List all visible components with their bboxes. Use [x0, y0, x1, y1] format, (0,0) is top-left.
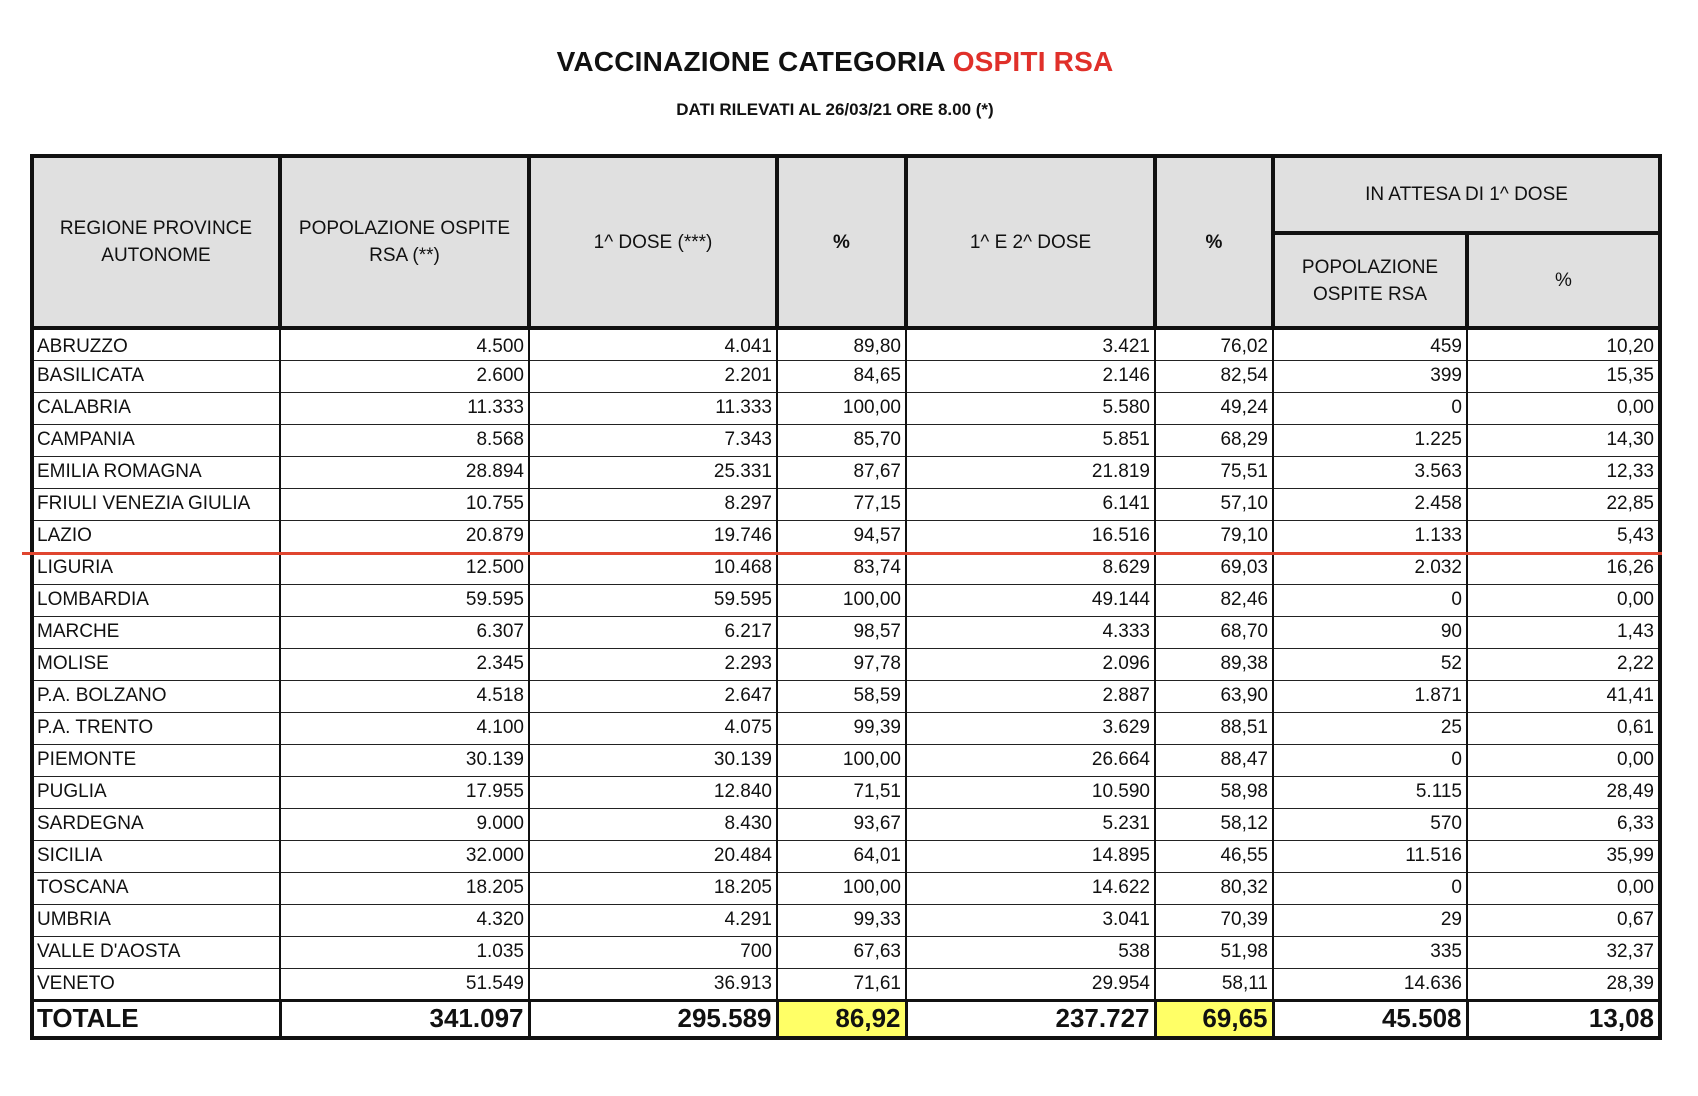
region-name-cell: UMBRIA	[32, 904, 280, 936]
value-cell: 22,85	[1467, 488, 1660, 520]
value-cell: 3.041	[906, 904, 1155, 936]
value-cell: 90	[1273, 616, 1467, 648]
value-cell: 459	[1273, 328, 1467, 360]
header-dose1: 1^ DOSE (***)	[529, 156, 777, 328]
value-cell: 10.590	[906, 776, 1155, 808]
value-cell: 2,22	[1467, 648, 1660, 680]
table-row	[32, 712, 1660, 744]
value-cell: 18.205	[280, 872, 529, 904]
annotation-line	[22, 552, 1662, 555]
header-popolazione: POPOLAZIONE OSPITE RSA (**)	[280, 156, 529, 328]
region-name-cell: P.A. BOLZANO	[32, 680, 280, 712]
value-cell: 58,12	[1155, 808, 1273, 840]
region-name-cell: CAMPANIA	[32, 424, 280, 456]
value-cell: 71,51	[777, 776, 906, 808]
value-cell: 89,38	[1155, 648, 1273, 680]
value-cell: 2.345	[280, 648, 529, 680]
value-cell: 77,15	[777, 488, 906, 520]
table-row	[32, 968, 1660, 1000]
table-row	[32, 520, 1660, 552]
value-cell: 98,57	[777, 616, 906, 648]
value-cell: 11.516	[1273, 840, 1467, 872]
value-cell: 59.595	[529, 584, 777, 616]
total-cell: 45.508	[1273, 1000, 1467, 1038]
value-cell: 6.141	[906, 488, 1155, 520]
value-cell: 76,02	[1155, 328, 1273, 360]
region-name-cell: FRIULI VENEZIA GIULIA	[32, 488, 280, 520]
value-cell: 29.954	[906, 968, 1155, 1000]
header-pct1: %	[777, 156, 906, 328]
value-cell: 2.146	[906, 360, 1155, 392]
value-cell: 5.231	[906, 808, 1155, 840]
value-cell: 100,00	[777, 392, 906, 424]
value-cell: 5.580	[906, 392, 1155, 424]
value-cell: 0,61	[1467, 712, 1660, 744]
value-cell: 399	[1273, 360, 1467, 392]
total-cell: 13,08	[1467, 1000, 1660, 1038]
table-row	[32, 744, 1660, 776]
value-cell: 16.516	[906, 520, 1155, 552]
value-cell: 700	[529, 936, 777, 968]
value-cell: 4.333	[906, 616, 1155, 648]
header-pct2: %	[1155, 156, 1273, 328]
value-cell: 26.664	[906, 744, 1155, 776]
value-cell: 12,33	[1467, 456, 1660, 488]
value-cell: 51,98	[1155, 936, 1273, 968]
value-cell: 49,24	[1155, 392, 1273, 424]
total-cell-highlight: 86,92	[777, 1000, 906, 1038]
table-row	[32, 808, 1660, 840]
table-row	[32, 776, 1660, 808]
value-cell: 5.851	[906, 424, 1155, 456]
value-cell: 17.955	[280, 776, 529, 808]
region-name-cell: LAZIO	[32, 520, 280, 552]
value-cell: 89,80	[777, 328, 906, 360]
value-cell: 25.331	[529, 456, 777, 488]
value-cell: 94,57	[777, 520, 906, 552]
value-cell: 85,70	[777, 424, 906, 456]
table-row	[32, 840, 1660, 872]
table-row	[32, 488, 1660, 520]
value-cell: 30.139	[529, 744, 777, 776]
value-cell: 14.895	[906, 840, 1155, 872]
table-row	[32, 680, 1660, 712]
region-name-cell: PUGLIA	[32, 776, 280, 808]
value-cell: 28,49	[1467, 776, 1660, 808]
header-regione: REGIONE PROVINCE AUTONOME	[32, 156, 280, 328]
value-cell: 1.035	[280, 936, 529, 968]
value-cell: 35,99	[1467, 840, 1660, 872]
region-name-cell: VALLE D'AOSTA	[32, 936, 280, 968]
value-cell: 58,11	[1155, 968, 1273, 1000]
value-cell: 3.563	[1273, 456, 1467, 488]
value-cell: 1.225	[1273, 424, 1467, 456]
region-name-cell: PIEMONTE	[32, 744, 280, 776]
total-cell-highlight: 69,65	[1155, 1000, 1273, 1038]
value-cell: 10,20	[1467, 328, 1660, 360]
value-cell: 99,39	[777, 712, 906, 744]
value-cell: 99,33	[777, 904, 906, 936]
value-cell: 4.518	[280, 680, 529, 712]
value-cell: 8.297	[529, 488, 777, 520]
region-name-cell: BASILICATA	[32, 360, 280, 392]
table-row	[32, 584, 1660, 616]
title-main: VACCINAZIONE CATEGORIA	[556, 46, 945, 77]
header-attesa: IN ATTESA DI 1^ DOSE	[1273, 156, 1660, 233]
value-cell: 2.600	[280, 360, 529, 392]
total-cell: TOTALE	[32, 1000, 280, 1038]
value-cell: 100,00	[777, 584, 906, 616]
value-cell: 5,43	[1467, 520, 1660, 552]
header-attesa-pop: POPOLAZIONE OSPITE RSA	[1273, 233, 1467, 328]
value-cell: 14.622	[906, 872, 1155, 904]
value-cell: 2.201	[529, 360, 777, 392]
value-cell: 4.291	[529, 904, 777, 936]
table-row	[32, 552, 1660, 584]
value-cell: 32.000	[280, 840, 529, 872]
value-cell: 36.913	[529, 968, 777, 1000]
value-cell: 88,51	[1155, 712, 1273, 744]
table-row	[32, 872, 1660, 904]
value-cell: 2.647	[529, 680, 777, 712]
region-name-cell: EMILIA ROMAGNA	[32, 456, 280, 488]
value-cell: 7.343	[529, 424, 777, 456]
value-cell: 0,67	[1467, 904, 1660, 936]
value-cell: 14.636	[1273, 968, 1467, 1000]
value-cell: 57,10	[1155, 488, 1273, 520]
vaccination-table	[30, 154, 1662, 1040]
value-cell: 84,65	[777, 360, 906, 392]
value-cell: 93,67	[777, 808, 906, 840]
value-cell: 5.115	[1273, 776, 1467, 808]
value-cell: 21.819	[906, 456, 1155, 488]
value-cell: 59.595	[280, 584, 529, 616]
value-cell: 4.075	[529, 712, 777, 744]
value-cell: 0,00	[1467, 584, 1660, 616]
table-body	[32, 328, 1660, 1000]
value-cell: 29	[1273, 904, 1467, 936]
value-cell: 83,74	[777, 552, 906, 584]
value-cell: 14,30	[1467, 424, 1660, 456]
region-name-cell: LIGURIA	[32, 552, 280, 584]
table-row	[32, 616, 1660, 648]
value-cell: 10.468	[529, 552, 777, 584]
value-cell: 335	[1273, 936, 1467, 968]
value-cell: 12.840	[529, 776, 777, 808]
table-row	[32, 456, 1660, 488]
value-cell: 80,32	[1155, 872, 1273, 904]
table-row	[32, 392, 1660, 424]
region-name-cell: SARDEGNA	[32, 808, 280, 840]
table-row	[32, 904, 1660, 936]
value-cell: 28.894	[280, 456, 529, 488]
table-row	[32, 424, 1660, 456]
value-cell: 30.139	[280, 744, 529, 776]
value-cell: 1.133	[1273, 520, 1467, 552]
value-cell: 19.746	[529, 520, 777, 552]
value-cell: 63,90	[1155, 680, 1273, 712]
value-cell: 12.500	[280, 552, 529, 584]
value-cell: 58,98	[1155, 776, 1273, 808]
value-cell: 82,46	[1155, 584, 1273, 616]
value-cell: 68,70	[1155, 616, 1273, 648]
value-cell: 15,35	[1467, 360, 1660, 392]
table-row	[32, 328, 1660, 360]
value-cell: 0	[1273, 392, 1467, 424]
value-cell: 3.629	[906, 712, 1155, 744]
value-cell: 51.549	[280, 968, 529, 1000]
header-dose12: 1^ E 2^ DOSE	[906, 156, 1155, 328]
value-cell: 8.629	[906, 552, 1155, 584]
value-cell: 4.100	[280, 712, 529, 744]
value-cell: 538	[906, 936, 1155, 968]
value-cell: 100,00	[777, 872, 906, 904]
value-cell: 68,29	[1155, 424, 1273, 456]
value-cell: 79,10	[1155, 520, 1273, 552]
value-cell: 82,54	[1155, 360, 1273, 392]
value-cell: 2.032	[1273, 552, 1467, 584]
value-cell: 71,61	[777, 968, 906, 1000]
value-cell: 0,00	[1467, 872, 1660, 904]
value-cell: 11.333	[280, 392, 529, 424]
value-cell: 8.430	[529, 808, 777, 840]
value-cell: 0	[1273, 584, 1467, 616]
value-cell: 0	[1273, 872, 1467, 904]
value-cell: 70,39	[1155, 904, 1273, 936]
table-row	[32, 360, 1660, 392]
region-name-cell: MARCHE	[32, 616, 280, 648]
value-cell: 2.293	[529, 648, 777, 680]
region-name-cell: MOLISE	[32, 648, 280, 680]
region-name-cell: CALABRIA	[32, 392, 280, 424]
value-cell: 16,26	[1467, 552, 1660, 584]
value-cell: 6.307	[280, 616, 529, 648]
value-cell: 46,55	[1155, 840, 1273, 872]
value-cell: 0,00	[1467, 392, 1660, 424]
value-cell: 20.484	[529, 840, 777, 872]
value-cell: 2.458	[1273, 488, 1467, 520]
value-cell: 4.041	[529, 328, 777, 360]
total-cell: 341.097	[280, 1000, 529, 1038]
value-cell: 52	[1273, 648, 1467, 680]
value-cell: 75,51	[1155, 456, 1273, 488]
region-name-cell: VENETO	[32, 968, 280, 1000]
value-cell: 64,01	[777, 840, 906, 872]
value-cell: 41,41	[1467, 680, 1660, 712]
value-cell: 18.205	[529, 872, 777, 904]
value-cell: 11.333	[529, 392, 777, 424]
value-cell: 28,39	[1467, 968, 1660, 1000]
value-cell: 25	[1273, 712, 1467, 744]
region-name-cell: TOSCANA	[32, 872, 280, 904]
table-row	[32, 648, 1660, 680]
value-cell: 4.320	[280, 904, 529, 936]
value-cell: 87,67	[777, 456, 906, 488]
value-cell: 1,43	[1467, 616, 1660, 648]
title-accent: OSPITI RSA	[952, 46, 1114, 77]
total-cell: 295.589	[529, 1000, 777, 1038]
value-cell: 49.144	[906, 584, 1155, 616]
total-cell: 237.727	[906, 1000, 1155, 1038]
table-row	[32, 936, 1660, 968]
value-cell: 58,59	[777, 680, 906, 712]
value-cell: 67,63	[777, 936, 906, 968]
value-cell: 10.755	[280, 488, 529, 520]
value-cell: 1.871	[1273, 680, 1467, 712]
value-cell: 97,78	[777, 648, 906, 680]
page-title	[0, 46, 1670, 78]
region-name-cell: ABRUZZO	[32, 328, 280, 360]
region-name-cell: SICILIA	[32, 840, 280, 872]
value-cell: 4.500	[280, 328, 529, 360]
header-attesa-pct: %	[1467, 233, 1660, 328]
region-name-cell: LOMBARDIA	[32, 584, 280, 616]
value-cell: 88,47	[1155, 744, 1273, 776]
page-subtitle: DATI RILEVATI AL 26/03/21 ORE 8.00 (*)	[676, 100, 994, 119]
value-cell: 6,33	[1467, 808, 1660, 840]
value-cell: 20.879	[280, 520, 529, 552]
value-cell: 9.000	[280, 808, 529, 840]
value-cell: 2.096	[906, 648, 1155, 680]
value-cell: 32,37	[1467, 936, 1660, 968]
value-cell: 8.568	[280, 424, 529, 456]
totals-row	[32, 1000, 1660, 1038]
value-cell: 6.217	[529, 616, 777, 648]
value-cell: 100,00	[777, 744, 906, 776]
value-cell: 0	[1273, 744, 1467, 776]
value-cell: 0,00	[1467, 744, 1660, 776]
value-cell: 3.421	[906, 328, 1155, 360]
value-cell: 69,03	[1155, 552, 1273, 584]
value-cell: 2.887	[906, 680, 1155, 712]
value-cell: 570	[1273, 808, 1467, 840]
region-name-cell: P.A. TRENTO	[32, 712, 280, 744]
